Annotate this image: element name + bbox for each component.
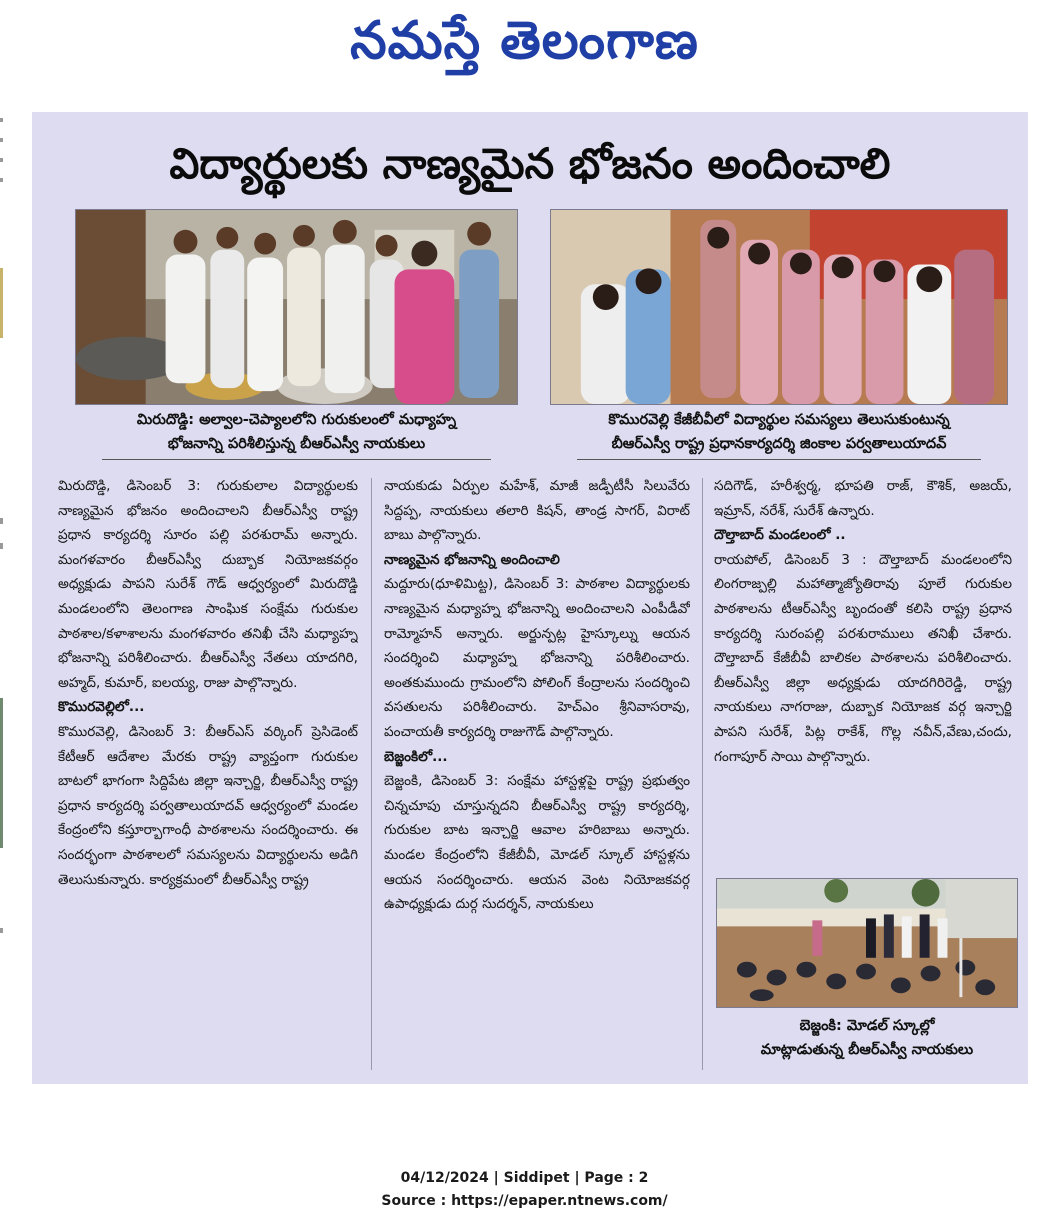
photo-inspection-gurukul xyxy=(75,209,518,405)
caption-line: కొమురవెల్లి కేజీబీవీలో విద్యార్థుల సమస్యలు తెలుసుకుంటున్న xyxy=(608,412,950,428)
article-column-2 xyxy=(384,474,690,1074)
article-paragraph: బెజ్జంకి, డిసెంబర్ 3: సంక్షేమ హాస్టళ్లపై రాష్ట్ర ప్రభుత్వం చిన్నచూపు చూస్తున్నదని బీఆర్ఎస్వీ రాష్ట్ర కార్యదర్శి, గురుకుల బాట ఇన్చార్జి ఆవాల హరిబాబు అన్నారు. మండల కేంద్రంలోని కేజీబీవీ, మోడల్ స్కూల్ హాస్టళ్లను ఆయన సందర్శించారు. ఆయన వెంట నియోజకవర్గ ఉపాధ్యక్షుడు దుర్గ సుదర్శన్, నాయకులు xyxy=(384,773,690,913)
article-subheading: నాణ్యమైన భోజనాన్ని అందించాలి xyxy=(384,551,560,568)
article-column-3 xyxy=(714,474,1012,872)
article-paragraph: సదిగౌడ్, హరీశ్వర్మ, భూపతి రాజ్, కౌశిక్, అజయ్, ఇమ్రాన్, నరేశ్, సురేశ్ ఉన్నారు. xyxy=(714,478,1012,519)
caption-photo-small xyxy=(716,1014,1018,1062)
article-column-1 xyxy=(58,474,358,1074)
scan-edge-marks xyxy=(0,118,4,948)
newspaper-masthead: నమస్తే తెలంగాణ xyxy=(350,10,699,71)
caption-line: బెజ్జంకి: మోడల్ స్కూల్లో xyxy=(799,1018,935,1034)
caption-line: మిరుదొడ్డి: అల్వాల-చెప్యాలలోని గురుకులంలో మధ్యాహ్న xyxy=(136,412,457,428)
photo-kgbv-students xyxy=(550,209,1008,405)
photo-model-school xyxy=(716,878,1018,1008)
caption-line: బీఆర్ఎస్వీ రాష్ట్ర ప్రధానకార్యదర్శి జింకాల పర్వతాలుయాదవ్ xyxy=(611,436,947,452)
caption-photo-left xyxy=(75,408,518,456)
caption-underline xyxy=(102,459,492,460)
article-paragraph: నాయకుడు ఏర్పుల మహేశ్, మాజీ జడ్పీటీసీ సిలువేరు సిద్దప్ప, నాయకులు తలారి కిషన్, తాండ్ర సాగర్, విరాట్ బాబు పాల్గొన్నారు. xyxy=(384,478,690,544)
caption-underline xyxy=(577,459,980,460)
article-paragraph: రాయపోల్, డిసెంబర్ 3 : దౌల్తాబాద్ మండలంలోని లింగరాజ్పల్లి మహాత్మాజ్యోతిరావు పూలే గురుకుల పాఠశాలను టీఆర్ఎస్వీ బృందంతో కలిసి రాష్ట్ర ప్రధాన కార్యదర్శి సురంపల్లి పరశురాములు తనిఖీ చేశారు. దౌల్తాబాద్ కేజీబీవీ బాలికల పాఠశాలను పరిశీలించారు. బీఆర్ఎస్వీ జిల్లా అధ్యక్షుడు యాదగిరిరెడ్డి, రాష్ట్ర నాయకులు నాగరాజు, దుబ్బాక నియోజక వర్గ ఇన్చార్జి పాపని సురేశ్, పిట్ల రాకేశ్, గొల్ల నవీన్,వేణు,చందు, గంగాపూర్ సాయి పాల్గొన్నారు. xyxy=(714,551,1012,765)
footer-edition-line: 04/12/2024 | Siddipet | Page : 2 xyxy=(400,1170,649,1186)
article-headline: విద్యార్థులకు నాణ్యమైన భోజనం అందించాలి xyxy=(169,139,891,188)
article-subheading: దౌల్తాబాద్ మండలంలో .. xyxy=(714,527,846,544)
article-subheading: కొమురవెల్లిలో... xyxy=(58,699,145,716)
article-paragraph: మిరుదొడ్డి, డిసెంబర్ 3: గురుకులాల విద్యార్థులకు నాణ్యమైన భోజనం అందించాలని బీఆర్ఎస్వీ రాష్ట్ర ప్రధాన కార్యదర్శి సూరం పల్లి పరశురామ్ అన్నారు. మంగళవారం బీఆర్ఎస్వీ దుబ్బాక నియోజకవర్గం అధ్యక్షుడు పాపని సురేశ్ గౌడ్ ఆధ్వర్యంలో మిరుదొడ్డి మండలంలోని తెలంగాణ సాంఘిక సంక్షేమ గురుకుల పాఠశాల/కళాశాలను మంగళవారం తనిఖీ చేసి మధ్యాహ్న భోజనాన్ని పరిశీలించారు. బీఆర్ఎస్వీ నేతలు యాదగిరి, అహ్మద్, కుమార్, ఐలయ్య, రాజు పాల్గొన్నారు. xyxy=(58,478,358,691)
article-paragraph: కొమురవెల్లి, డిసెంబర్ 3: బీఆర్ఎస్ వర్కింగ్ ప్రెసిడెంట్ కేటీఆర్ ఆదేశాల మేరకు రాష్ట్ర వ్యాప్తంగా గురుకుల బాటలో భాగంగా సిద్దిపేట జిల్లా ఇన్చార్జి, బీఆర్ఎస్వీ రాష్ట్ర ప్రధాన కార్యదర్శి పర్వతాలుయాదవ్ ఆధ్వర్యంలో మండల కేంద్రంలోని కస్తూర్బాగాంధీ పాఠశాలను సందర్శించారు. ఈ సందర్భంగా పాఠశాలలో సమస్యలను విద్యార్థులను అడిగి తెలుసుకున్నారు. కార్యక్రమంలో బీఆర్ఎస్వీ రాష్ట్ర xyxy=(58,723,358,888)
caption-photo-right xyxy=(550,408,1008,456)
column-divider xyxy=(702,478,703,1070)
caption-line: మాట్లాడుతున్న బీఆర్ఎస్వీ నాయకులు xyxy=(760,1042,974,1058)
footer-source-line: Source : https://epaper.ntnews.com/ xyxy=(381,1193,668,1209)
news-article xyxy=(32,112,1028,1084)
column-divider xyxy=(371,478,372,1070)
article-paragraph: మద్దూరు(ధూళిమిట్ట), డిసెంబర్ 3: పాఠశాల విద్యార్థులకు నాణ్యమైన మధ్యాహ్న భోజనాన్ని అందించాలని ఎంపీడీవో రామ్మోహన్ అన్నారు. అర్జున్పట్ల హైస్కూల్ను ఆయన సందర్శించి మధ్యాహ్న భోజనాన్ని పరిశీలించారు. అంతకుముందు గ్రామంలోని పోలింగ్ కేంద్రాలను సందర్శించి వసతులను పరిశీలించారు. హెచ్ఎం శ్రీనివాసరావు, పంచాయతీ కార్యదర్శి రాజుగౌడ్ పాల్గొన్నారు. xyxy=(384,576,690,740)
caption-line: భోజనాన్ని పరిశీలిస్తున్న బీఆర్ఎస్వీ నాయకులు xyxy=(167,436,426,452)
article-subheading: బెజ్జంకిలో... xyxy=(384,748,448,765)
